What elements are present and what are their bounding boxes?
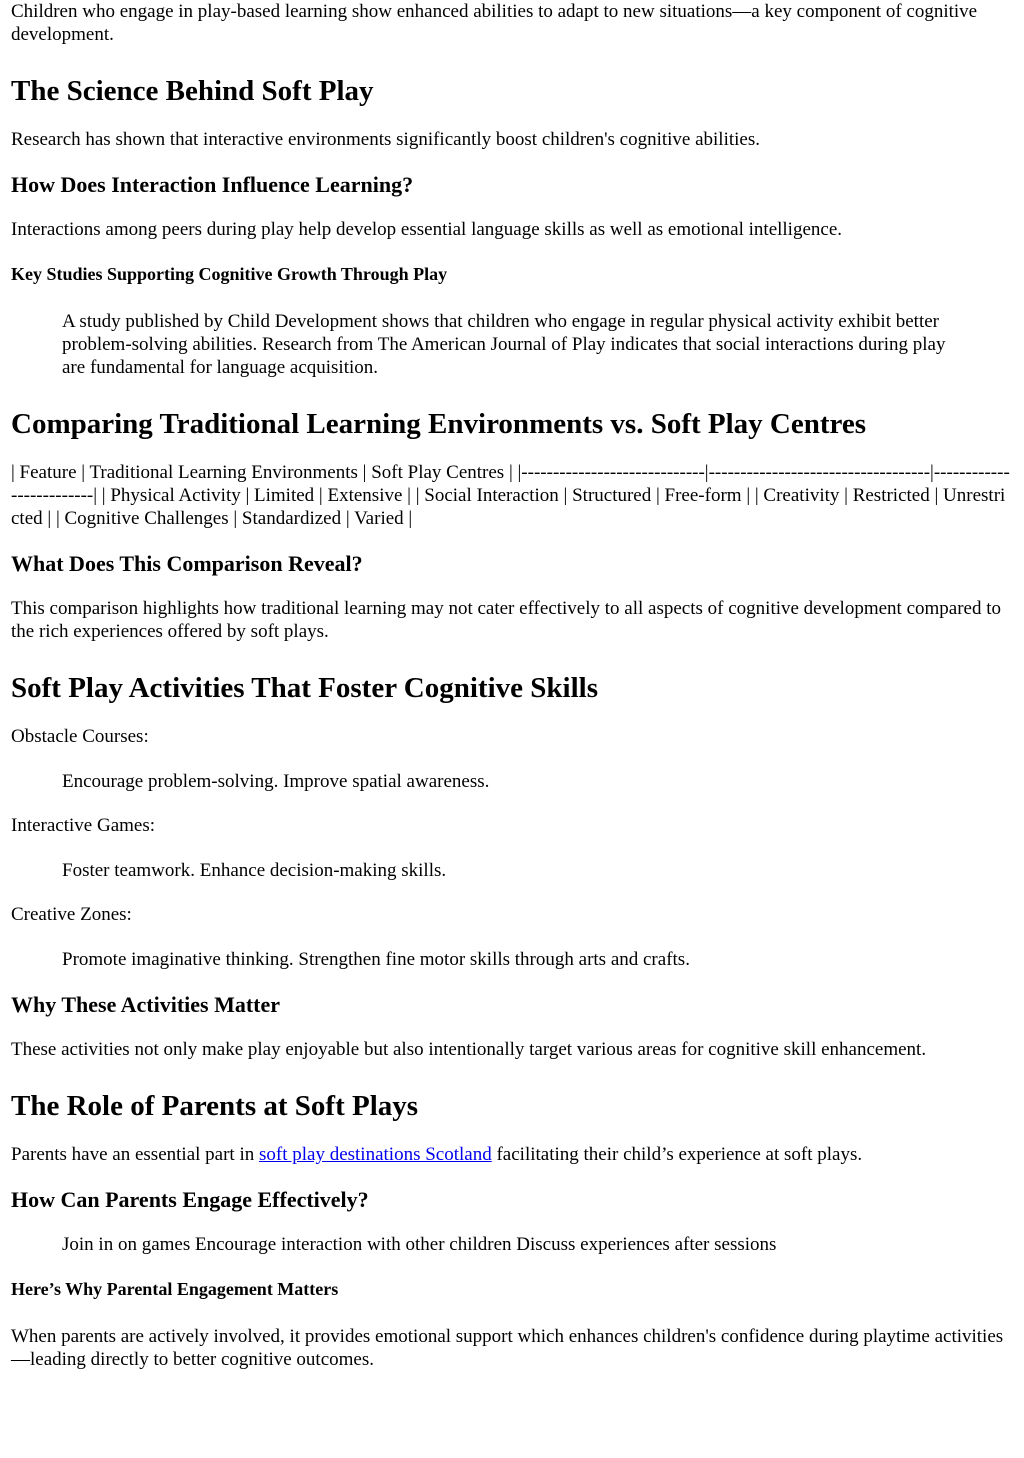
- activities-heading: Soft Play Activities That Foster Cognitive Skills: [11, 672, 598, 704]
- comparison-heading: Comparing Traditional Learning Environments vs. Soft Play Centres: [11, 408, 867, 440]
- reveal-heading: What Does This Comparison Reveal?: [11, 551, 363, 576]
- interaction-paragraph: Interactions among peers during play help develop essential language skills as well as emotional intelligence.: [11, 219, 843, 240]
- why-paragraph: When parents are actively involved, it provides emotional support which enhances children's confidence during playtime activities—leading directly to better cognitive outcomes.: [11, 1326, 1004, 1370]
- comparison-table-text: | Feature | Traditional Learning Environments | Soft Play Centres | |-----------------------------|-----------------------------------|-------------------------| | Physical Activity | Limited | Extensive | | Social Interaction | Structured | Free-form | | Creativity | Restricted | Unrestricted | | Cognitive Challenges | Standardized | Varied |: [11, 462, 1010, 529]
- why-heading: Here’s Why Parental Engagement Matters: [11, 1279, 339, 1299]
- intro-paragraph: Children who engage in play-based learning show enhanced abilities to adapt to new situations—a key component of cognitive development.: [11, 1, 978, 45]
- science-heading: The Science Behind Soft Play: [11, 75, 374, 107]
- soft-play-destinations-link[interactable]: soft play destinations Scotland: [258, 1144, 492, 1165]
- studies-heading: Key Studies Supporting Cognitive Growth Through Play: [11, 264, 448, 284]
- parents-text-after: facilitating their child’s experience at soft plays.: [491, 1144, 863, 1165]
- activity-label-obstacle: Obstacle Courses:: [11, 726, 149, 747]
- parents-text-before: Parents have an essential part in: [11, 1144, 259, 1165]
- interaction-heading: How Does Interaction Influence Learning?: [11, 172, 414, 197]
- engage-heading: How Can Parents Engage Effectively?: [11, 1187, 369, 1212]
- parents-heading: The Role of Parents at Soft Plays: [11, 1090, 419, 1122]
- activity-label-creative: Creative Zones:: [11, 904, 132, 925]
- activity-detail-games: Foster teamwork. Enhance decision-making skills.: [62, 860, 447, 881]
- activity-detail-obstacle: Encourage problem-solving. Improve spatial awareness.: [62, 771, 490, 792]
- reveal-paragraph: This comparison highlights how traditional learning may not cater effectively to all aspects of cognitive development compared to the rich experiences offered by soft plays.: [11, 598, 1002, 642]
- activity-detail-creative: Promote imaginative thinking. Strengthen fine motor skills through arts and crafts.: [62, 949, 690, 970]
- matter-heading: Why These Activities Matter: [11, 992, 281, 1017]
- engage-quote: Join in on games Encourage interaction with other children Discuss experiences after sessions: [62, 1234, 777, 1255]
- activity-label-games: Interactive Games:: [11, 815, 156, 836]
- parents-paragraph: [11, 1143, 1013, 1166]
- studies-quote: A study published by Child Development shows that children who engage in regular physical activity exhibit better problem-solving abilities. Research from The American Journal of Play indicates that social interactions during play are fundamental for language acquisition.: [62, 311, 946, 378]
- matter-paragraph: These activities not only make play enjoyable but also intentionally target various areas for cognitive skill enhancement.: [11, 1039, 927, 1060]
- science-paragraph: Research has shown that interactive environments significantly boost children's cognitive abilities.: [11, 129, 760, 150]
